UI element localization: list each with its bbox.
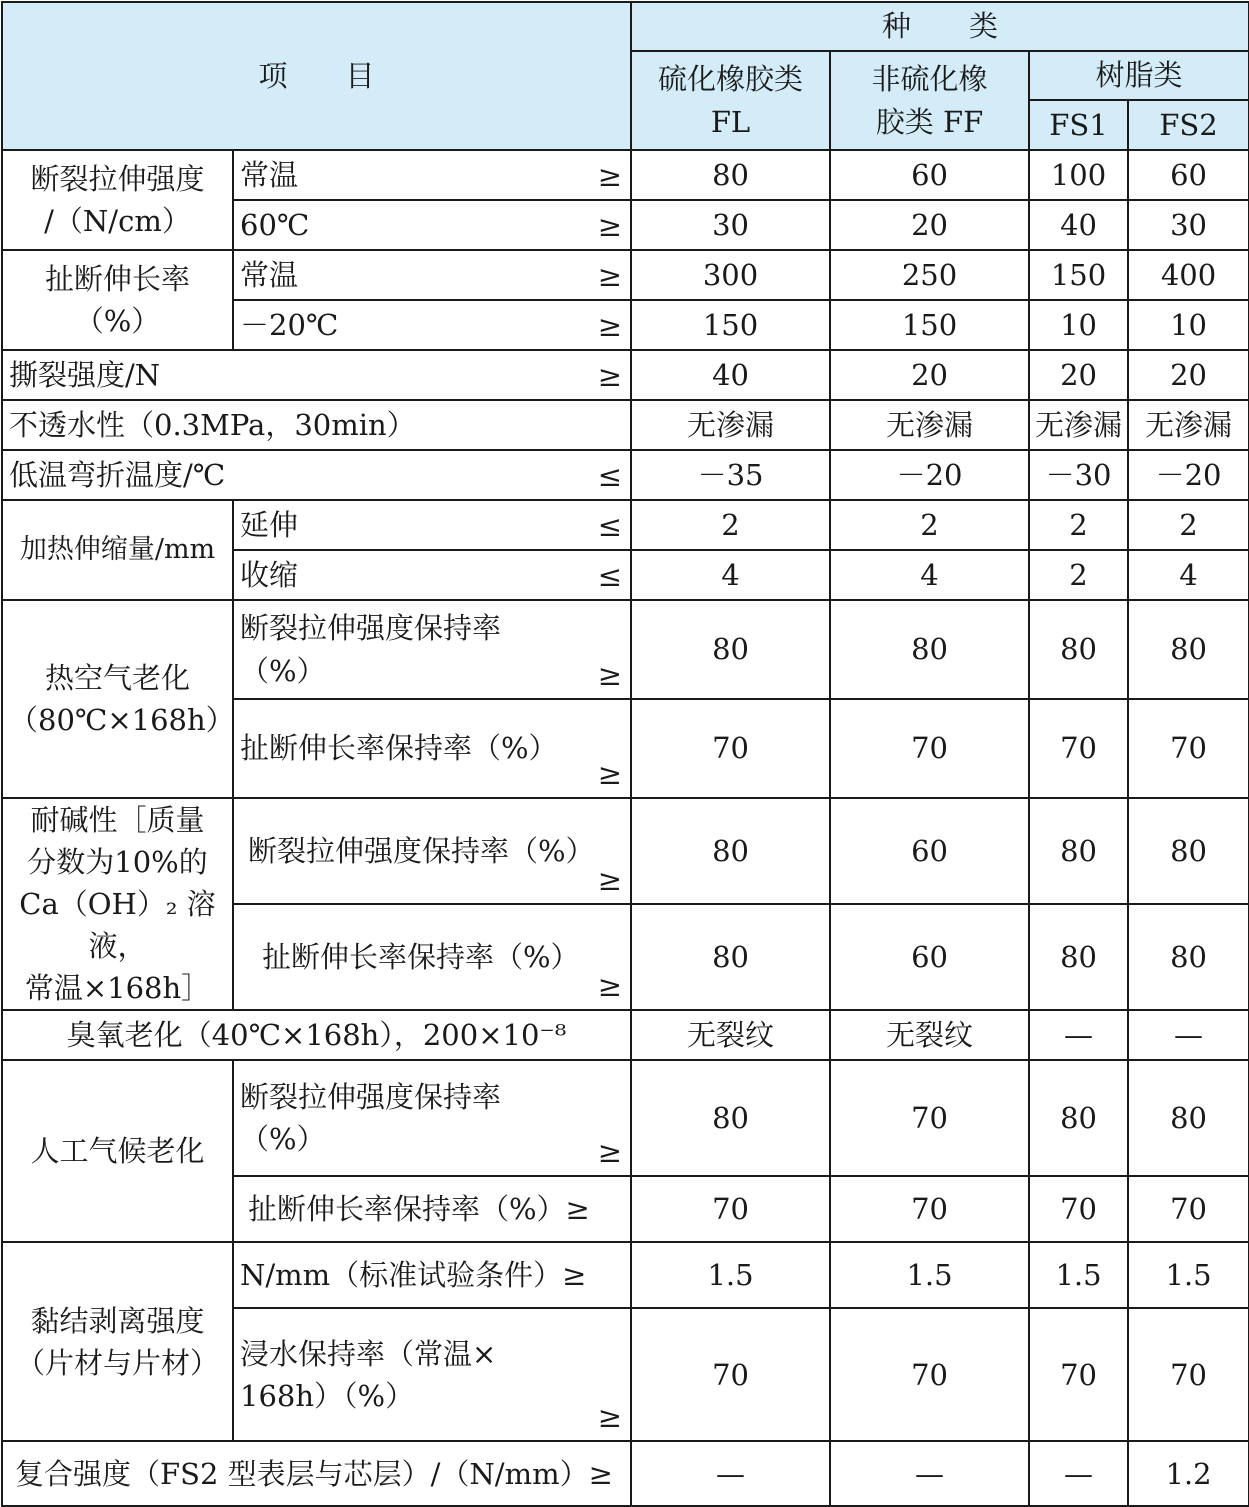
value-fs2: 1.5 <box>1128 1242 1249 1308</box>
value-fs1: 70 <box>1029 699 1128 798</box>
value-ff: －20 <box>830 450 1029 500</box>
value-ff: 150 <box>830 300 1029 350</box>
table-row <box>2 1060 1249 1176</box>
value-ff: 4 <box>830 550 1029 600</box>
row-elongation-label: 扯断伸长率 （%） <box>2 250 233 350</box>
value-ff: 60 <box>830 150 1029 200</box>
value-fl: 2 <box>631 500 830 550</box>
relation-sign: ≥ <box>597 1135 623 1170</box>
value-fl: 80 <box>631 1060 830 1176</box>
relation-sign: ≥ <box>597 756 623 791</box>
sub-label: －20℃ <box>240 307 339 342</box>
row-alkali-strength <box>233 798 631 904</box>
header-fs2: FS2 <box>1128 100 1249 150</box>
value-fs2: 1.2 <box>1128 1441 1249 1506</box>
value-ff: 20 <box>830 350 1029 400</box>
sub-label: 扯断伸长率保持率（%） <box>262 940 580 975</box>
table-header <box>2 2 1249 150</box>
table-row <box>2 798 1249 904</box>
row-impermeability: 不透水性（0.3MPa，30min） <box>2 400 631 450</box>
value-fl: — <box>631 1441 830 1506</box>
sub-label: 浸水保持率（常温× 168h）（%） <box>240 1336 497 1413</box>
header-fl: 硫化橡胶类 FL <box>631 51 830 150</box>
relation-sign: ≤ <box>597 458 623 493</box>
relation-sign: ≥ <box>597 358 623 393</box>
row-break-strength-label: 断裂拉伸强度 /（N/cm） <box>2 150 233 250</box>
value-fs1: －30 <box>1029 450 1128 500</box>
row-heat-shrink-shrink <box>233 550 631 600</box>
value-fs2: 70 <box>1128 1308 1249 1441</box>
row-peel-standard: N/mm（标准试验条件）≥ <box>233 1242 631 1308</box>
table-row <box>2 1010 1249 1060</box>
relation-sign: ≥ <box>597 308 623 343</box>
value-fs2: 30 <box>1128 200 1249 250</box>
row-break-strength-hot <box>233 200 631 250</box>
sub-label: 60℃ <box>240 207 310 242</box>
value-ff: 70 <box>830 1176 1029 1242</box>
table-row <box>2 150 1249 200</box>
table-row <box>2 1441 1249 1506</box>
value-fl: 无渗漏 <box>631 400 830 450</box>
value-fs1: 70 <box>1029 1176 1128 1242</box>
value-fl: 80 <box>631 150 830 200</box>
row-heat-shrink-label: 加热伸缩量/mm <box>2 500 233 600</box>
row-composite: 复合强度（FS2 型表层与芯层）/（N/mm）≥ <box>2 1441 631 1506</box>
value-fl: 300 <box>631 250 830 300</box>
value-fs1: 10 <box>1029 300 1128 350</box>
value-fl: 40 <box>631 350 830 400</box>
value-fl: －35 <box>631 450 830 500</box>
value-ff: 无渗漏 <box>830 400 1029 450</box>
table-row <box>2 500 1249 550</box>
value-fs1: 150 <box>1029 250 1128 300</box>
value-fl: 4 <box>631 550 830 600</box>
value-fs2: 80 <box>1128 1060 1249 1176</box>
relation-sign: ≥ <box>597 208 623 243</box>
sub-label: 扯断伸长率保持率（%） <box>240 731 558 766</box>
table-row <box>2 350 1249 400</box>
value-fs1: — <box>1029 1441 1128 1506</box>
value-fl: 无裂纹 <box>631 1010 830 1060</box>
value-fl: 80 <box>631 904 830 1010</box>
value-fs1: 80 <box>1029 904 1128 1010</box>
value-fs2: 4 <box>1128 550 1249 600</box>
relation-sign: ≥ <box>597 158 623 193</box>
specification-table <box>1 1 1249 1507</box>
value-fl: 30 <box>631 200 830 250</box>
value-fs1: — <box>1029 1010 1128 1060</box>
value-ff: 80 <box>830 600 1029 699</box>
value-ff: 60 <box>830 904 1029 1010</box>
value-fs2: 80 <box>1128 798 1249 904</box>
value-fs1: 70 <box>1029 1308 1128 1441</box>
value-fs2: 无渗漏 <box>1128 400 1249 450</box>
row-label: 低温弯折温度/℃ <box>9 457 226 492</box>
row-elongation-room <box>233 250 631 300</box>
row-weathering-strength <box>233 1060 631 1176</box>
value-ff: 70 <box>830 699 1029 798</box>
relation-sign: ≤ <box>597 558 623 593</box>
value-fs2: 60 <box>1128 150 1249 200</box>
sub-label: 断裂拉伸强度保持率 （%） <box>240 1080 502 1157</box>
relation-sign: ≥ <box>597 863 623 898</box>
value-fl: 80 <box>631 798 830 904</box>
row-tear <box>2 350 631 400</box>
value-ff: 无裂纹 <box>830 1010 1029 1060</box>
row-break-strength-room <box>233 150 631 200</box>
value-ff: 70 <box>830 1308 1029 1441</box>
value-fs1: 2 <box>1029 550 1128 600</box>
value-fs2: －20 <box>1128 450 1249 500</box>
sub-label: 断裂拉伸强度保持率 （%） <box>240 611 502 688</box>
value-fs2: 400 <box>1128 250 1249 300</box>
row-peel-label: 黏结剥离强度 （片材与片材） <box>2 1242 233 1441</box>
table-row <box>2 450 1249 500</box>
header-resin: 树脂类 <box>1029 51 1249 100</box>
row-hot-air-aging-label: 热空气老化 （80℃×168h） <box>2 600 233 798</box>
value-fs1: 40 <box>1029 200 1128 250</box>
value-ff: 70 <box>830 1060 1029 1176</box>
value-fs1: 80 <box>1029 798 1128 904</box>
row-elongation-cold <box>233 300 631 350</box>
sub-label: 收缩 <box>240 557 299 592</box>
value-fs1: 2 <box>1029 500 1128 550</box>
row-weathering-label: 人工气候老化 <box>2 1060 233 1242</box>
value-fs2: — <box>1128 1010 1249 1060</box>
value-fs2: 70 <box>1128 1176 1249 1242</box>
value-ff: 1.5 <box>830 1242 1029 1308</box>
relation-sign: ≥ <box>597 258 623 293</box>
row-hot-air-aging-elong <box>233 699 631 798</box>
sub-label: 断裂拉伸强度保持率（%） <box>248 834 595 869</box>
value-fs1: 1.5 <box>1029 1242 1128 1308</box>
value-fs2: 2 <box>1128 500 1249 550</box>
table-row <box>2 1242 1249 1308</box>
table-row <box>2 600 1249 699</box>
value-ff: 2 <box>830 500 1029 550</box>
value-fs2: 10 <box>1128 300 1249 350</box>
value-fs1: 100 <box>1029 150 1128 200</box>
value-fs1: 80 <box>1029 600 1128 699</box>
header-ff: 非硫化橡 胶类 FF <box>830 51 1029 150</box>
value-ff: — <box>830 1441 1029 1506</box>
value-fl: 70 <box>631 1176 830 1242</box>
header-item: 项 目 <box>2 2 631 150</box>
value-fs2: 80 <box>1128 600 1249 699</box>
table-row <box>2 400 1249 450</box>
row-peel-soak <box>233 1308 631 1441</box>
value-ff: 250 <box>830 250 1029 300</box>
header-fs1: FS1 <box>1029 100 1128 150</box>
value-fl: 80 <box>631 600 830 699</box>
value-fs2: 20 <box>1128 350 1249 400</box>
row-weathering-elong: 扯断伸长率保持率（%）≥ <box>233 1176 631 1242</box>
table-row <box>2 250 1249 300</box>
value-fs1: 80 <box>1029 1060 1128 1176</box>
header-category: 种 类 <box>631 2 1249 51</box>
row-alkali-label: 耐碱性［质量 分数为10%的 Ca（OH）₂ 溶液， 常温×168h］ <box>2 798 233 1010</box>
table-body <box>2 150 1249 1506</box>
value-ff: 20 <box>830 200 1029 250</box>
value-fs2: 70 <box>1128 699 1249 798</box>
value-fs1: 20 <box>1029 350 1128 400</box>
relation-sign: ≥ <box>597 657 623 692</box>
value-fl: 150 <box>631 300 830 350</box>
value-fl: 70 <box>631 1308 830 1441</box>
value-fl: 1.5 <box>631 1242 830 1308</box>
row-heat-shrink-extend <box>233 500 631 550</box>
row-low-temp-bend <box>2 450 631 500</box>
value-ff: 60 <box>830 798 1029 904</box>
row-hot-air-aging-strength <box>233 600 631 699</box>
sub-label: 常温 <box>240 257 299 292</box>
row-label: 撕裂强度/N <box>9 357 161 392</box>
value-fl: 70 <box>631 699 830 798</box>
relation-sign: ≥ <box>597 1400 623 1435</box>
value-fs1: 无渗漏 <box>1029 400 1128 450</box>
row-ozone: 臭氧老化（40℃×168h），200×10⁻⁸ <box>2 1010 631 1060</box>
sub-label: 延伸 <box>240 507 299 542</box>
relation-sign: ≤ <box>597 508 623 543</box>
relation-sign: ≥ <box>597 969 623 1004</box>
row-alkali-elong <box>233 904 631 1010</box>
sub-label: 常温 <box>240 157 299 192</box>
value-fs2: 80 <box>1128 904 1249 1010</box>
